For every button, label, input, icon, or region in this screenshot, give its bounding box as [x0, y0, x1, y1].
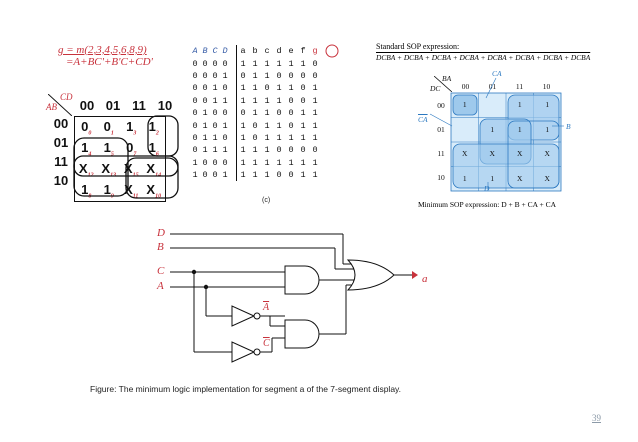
sop-expression: DCBA + DCBA + DCBA + DCBA + DCBA + DCBA + DCBA + DCBA: [376, 53, 591, 62]
tt-in-cell: 1: [202, 108, 208, 119]
tt-out-cell: 1: [264, 58, 270, 69]
kmap2-cell: X: [489, 149, 495, 158]
tt-in-cell: 0: [222, 132, 228, 143]
tt-head-out: a: [237, 45, 250, 57]
kmap1-corner-diagonal: [48, 94, 72, 116]
kmap1-corner-cd: CD: [60, 92, 73, 102]
tt-in-cell: 0: [202, 157, 208, 168]
tt-out-cell: 1: [237, 132, 250, 144]
tt-in-cell: 1: [202, 145, 208, 156]
truth-table-row: [190, 107, 321, 119]
tt-in-cell: 0: [212, 70, 218, 81]
tt-out-cell: 0: [312, 145, 318, 156]
kmap2-cell: 1: [545, 124, 550, 134]
tt-in-cell: 0: [192, 132, 198, 143]
tt-head-out: e: [288, 46, 294, 57]
truth-table-row: [190, 57, 321, 69]
kmap2-cell: X: [517, 173, 523, 183]
tt-in-cell: 0: [192, 95, 198, 106]
truth-table-row: [190, 169, 321, 181]
tt-in-cell: 0: [212, 58, 218, 69]
tt-in-cell: 0: [222, 58, 228, 69]
tt-in-cell: 1: [222, 70, 228, 81]
tt-out-cell: 1: [264, 132, 270, 143]
tt-out-cell: 0: [300, 83, 306, 94]
tt-out-cell: 0: [276, 145, 282, 156]
tt-out-cell: 1: [288, 132, 294, 143]
tt-out-cell: 1: [276, 132, 282, 143]
tt-in-cell: 0: [192, 58, 198, 69]
tt-in-cell: 1: [212, 95, 218, 106]
tt-out-cell: 1: [237, 119, 250, 131]
tt-in-cell: 0: [212, 120, 218, 131]
tt-head-out: d: [276, 46, 282, 57]
tt-out-cell: 1: [264, 170, 270, 181]
kmap2-cell: X: [517, 149, 523, 158]
tt-head-in: D: [222, 46, 228, 57]
tt-head-out: c: [264, 46, 270, 57]
kmap2-cell: X: [462, 149, 468, 158]
tt-in-cell: 1: [212, 132, 218, 143]
kmap2-cell: 1: [462, 173, 467, 183]
kmap1-cell: $1_9$: [98, 180, 121, 202]
tt-out-cell: 1: [237, 82, 250, 94]
tt-head-out: g: [312, 46, 318, 57]
circuit-wiring: [150, 222, 450, 382]
tt-out-cell: 1: [300, 58, 306, 69]
tt-in-cell: 0: [212, 170, 218, 181]
kmap-handwritten: [46, 92, 173, 202]
kmap2-cell: 1: [462, 100, 467, 109]
tt-out-cell: 1: [312, 170, 318, 181]
kmap2-row-header: 11: [437, 149, 445, 158]
tt-in-cell: 0: [192, 70, 198, 81]
tt-out-cell: 0: [276, 108, 282, 119]
truth-table-row: [190, 132, 321, 144]
tt-in-cell: 0: [192, 108, 198, 119]
kmap1-cell: $X_{14}$: [143, 159, 166, 180]
tt-out-cell: 1: [300, 120, 306, 131]
kmap2-cell: X: [544, 149, 550, 158]
tt-out-cell: 1: [276, 95, 282, 106]
tt-out-cell: 0: [300, 145, 306, 156]
tt-out-cell: 0: [312, 70, 318, 81]
tt-out-cell: 1: [300, 170, 306, 181]
kmap2-col-header: 10: [542, 82, 551, 91]
kmap2-col-header: 00: [461, 82, 470, 91]
tt-out-cell: 1: [252, 108, 258, 119]
kmap1-cell: $1_6$: [143, 138, 166, 159]
truth-table-row: [190, 144, 321, 156]
tt-in-cell: 0: [192, 83, 198, 94]
tt-out-cell: 1: [276, 157, 282, 168]
tt-out-cell: 1: [237, 157, 250, 169]
kmap2-row-header: 00: [437, 101, 445, 110]
truth-table-row: [190, 95, 321, 107]
tt-in-cell: 0: [202, 170, 208, 181]
kmap1-row-header: 00: [53, 116, 69, 131]
kmap2-leader-lines: [420, 70, 570, 190]
tt-out-cell: 1: [264, 70, 270, 81]
truth-table-row: [190, 82, 321, 94]
label-a-bar: $\overline{A}$: [263, 302, 270, 313]
input-label-d: D: [157, 227, 165, 239]
kmap2-label-d: D: [484, 184, 490, 193]
minimum-sop: Minimum SOP expression: D + B + CA + CA: [418, 200, 557, 209]
tt-out-cell: 0: [276, 70, 282, 81]
tt-out-cell: 1: [276, 120, 282, 131]
truth-table-row: [190, 119, 321, 131]
handwritten-equation: [58, 44, 153, 68]
input-label-b: B: [157, 241, 164, 253]
tt-out-cell: 0: [276, 170, 282, 181]
tt-out-cell: 0: [300, 95, 306, 106]
tt-head-out: b: [252, 46, 258, 57]
handwritten-line-2: =A+BC'+B'C+CD': [66, 56, 153, 68]
tt-out-cell: 0: [237, 70, 250, 82]
truth-table-label: (c): [262, 197, 271, 204]
kmap1-row-header: 01: [53, 135, 69, 150]
tt-in-cell: 1: [202, 132, 208, 143]
truth-table-row: [190, 70, 321, 82]
tt-out-cell: 0: [312, 58, 318, 69]
truth-table-row: [190, 157, 321, 169]
tt-in-cell: 1: [222, 120, 228, 131]
kmap2-corner-ba: BA: [442, 74, 452, 83]
kmap1-group-loops: [72, 114, 184, 200]
kmap1-cell: $1_2$: [143, 117, 166, 139]
figure-caption: Figure: The minimum logic implementation for segment a of the 7-segment display.: [90, 384, 402, 394]
tt-out-cell: 1: [264, 120, 270, 131]
tt-out-cell: 0: [288, 170, 294, 181]
kmap1-cell: $0_0$: [75, 117, 98, 139]
tt-out-cell: 1: [300, 108, 306, 119]
tt-head-in: A: [192, 46, 198, 57]
tt-in-cell: 0: [192, 120, 198, 131]
kmap2-cell: X: [544, 173, 550, 183]
kmap1-cell: $1_5$: [103, 139, 114, 158]
tt-in-cell: 1: [202, 120, 208, 131]
tt-out-cell: 1: [276, 83, 282, 94]
tt-out-cell: 1: [252, 170, 258, 181]
tt-out-cell: 1: [252, 70, 258, 81]
tt-out-cell: 0: [264, 83, 270, 94]
kmap1-col-header: 10: [157, 98, 173, 113]
tt-in-cell: 0: [202, 83, 208, 94]
tt-head-in: B: [202, 46, 208, 57]
truth-table-panel: [190, 45, 350, 204]
tt-out-cell: 1: [237, 95, 250, 107]
kmap1-cell: $X_{11}$: [120, 180, 143, 202]
tt-in-cell: 0: [222, 108, 228, 119]
tt-out-cell: 1: [237, 144, 250, 156]
kmap1-corner-ab: AB: [46, 102, 57, 112]
input-label-c: C: [157, 265, 165, 277]
tt-out-cell: 1: [288, 58, 294, 69]
tt-out-cell: 0: [252, 132, 258, 143]
kmap2-label-ca-top: CA: [492, 69, 502, 78]
tt-out-cell: 1: [312, 132, 318, 143]
tt-out-cell: 1: [288, 83, 294, 94]
tt-out-cell: 0: [288, 108, 294, 119]
tt-in-cell: 0: [222, 83, 228, 94]
kmap2-cell: 1: [490, 173, 495, 183]
tt-in-cell: 0: [202, 95, 208, 106]
truth-table-g-circle: [325, 44, 339, 58]
tt-out-cell: 1: [237, 169, 250, 181]
tt-in-cell: 0: [212, 157, 218, 168]
tt-out-cell: 1: [264, 145, 270, 156]
kmap2-cell: 1: [545, 100, 550, 109]
kmap2-row-header: 01: [437, 125, 445, 134]
kmap2-row-header: 10: [437, 173, 445, 182]
kmap1-row-header: 11: [54, 154, 68, 169]
kmap2-cell: 1: [517, 124, 522, 134]
tt-out-cell: 1: [252, 157, 258, 168]
page-number: 39: [592, 413, 601, 423]
kmap1-row-header: 10: [53, 173, 69, 188]
logic-circuit: [150, 222, 450, 382]
kmap2-panel: [370, 40, 635, 210]
tt-out-cell: 1: [252, 58, 258, 69]
tt-in-cell: 1: [192, 170, 198, 181]
tt-in-cell: 0: [202, 58, 208, 69]
tt-out-cell: 0: [237, 107, 250, 119]
tt-in-cell: 1: [192, 157, 198, 168]
tt-out-cell: 0: [288, 120, 294, 131]
tt-out-cell: 1: [312, 83, 318, 94]
tt-out-cell: 1: [252, 145, 258, 156]
input-label-a: A: [157, 280, 164, 292]
tt-out-cell: 1: [312, 108, 318, 119]
tt-in-cell: 1: [212, 83, 218, 94]
kmap1-col-header: 11: [132, 98, 146, 113]
tt-in-cell: 1: [222, 170, 228, 181]
output-label-a: a: [422, 273, 428, 285]
tt-out-cell: 0: [300, 70, 306, 81]
tt-out-cell: 1: [264, 95, 270, 106]
tt-out-cell: 1: [237, 57, 250, 69]
kmap1-col-header: 00: [79, 98, 95, 113]
tt-out-cell: 1: [264, 108, 270, 119]
tt-out-cell: 1: [300, 157, 306, 168]
kmap1-cell: $1_3$: [120, 117, 143, 139]
tt-in-cell: 1: [222, 145, 228, 156]
tt-in-cell: 0: [202, 70, 208, 81]
kmap2-col-header: 11: [515, 82, 524, 91]
tt-head-in: C: [212, 46, 218, 57]
tt-out-cell: 1: [312, 157, 318, 168]
handwritten-line-1: g = m(2,3,4,5,6,8,9): [58, 44, 147, 56]
kmap1-cell: $0_7$: [126, 139, 137, 158]
tt-in-cell: 0: [192, 145, 198, 156]
tt-out-cell: 0: [288, 145, 294, 156]
tt-in-cell: 0: [222, 157, 228, 168]
tt-in-cell: 0: [212, 108, 218, 119]
truth-table: [190, 45, 322, 181]
kmap1-cell: $X_{15}$: [123, 160, 139, 179]
tt-head-out: f: [300, 46, 306, 57]
kmap1-col-headers: [74, 98, 178, 113]
kmap1-cell: $0_1$: [98, 117, 121, 139]
kmap2-cell: 1: [517, 100, 522, 109]
sop-title: Standard SOP expression:: [376, 42, 460, 51]
tt-out-cell: 0: [288, 70, 294, 81]
kmap1-row-headers: [50, 116, 72, 192]
tt-out-cell: 1: [312, 120, 318, 131]
kmap1-cell: $1_8$: [75, 180, 98, 202]
kmap2-cell: 1: [490, 124, 495, 134]
kmap2-corner-dc: DC: [430, 84, 441, 93]
tt-in-cell: 1: [212, 145, 218, 156]
tt-out-cell: 1: [276, 58, 282, 69]
kmap2-col-header: 01: [488, 82, 497, 91]
kmap1-cell: $1_4$: [75, 138, 98, 159]
tt-out-cell: 1: [300, 132, 306, 143]
tt-out-cell: 1: [312, 95, 318, 106]
tt-out-cell: 1: [288, 157, 294, 168]
kmap1-cell: $X_{12}$: [75, 159, 98, 180]
kmap1-col-header: 01: [105, 98, 121, 113]
label-c-bar: $\overline{C}$: [263, 338, 270, 349]
kmap1-cell: $X_{13}$: [101, 160, 117, 179]
tt-in-cell: 1: [222, 95, 228, 106]
kmap1-cell: $X_{10}$: [143, 180, 166, 202]
tt-out-cell: 1: [252, 95, 258, 106]
tt-out-cell: 0: [252, 120, 258, 131]
kmap2-label-b: B: [566, 122, 571, 131]
tt-out-cell: 1: [264, 157, 270, 168]
tt-out-cell: 0: [288, 95, 294, 106]
tt-out-cell: 1: [252, 83, 258, 94]
kmap2-label-ca-left: $\overline{CA}$: [418, 115, 428, 124]
